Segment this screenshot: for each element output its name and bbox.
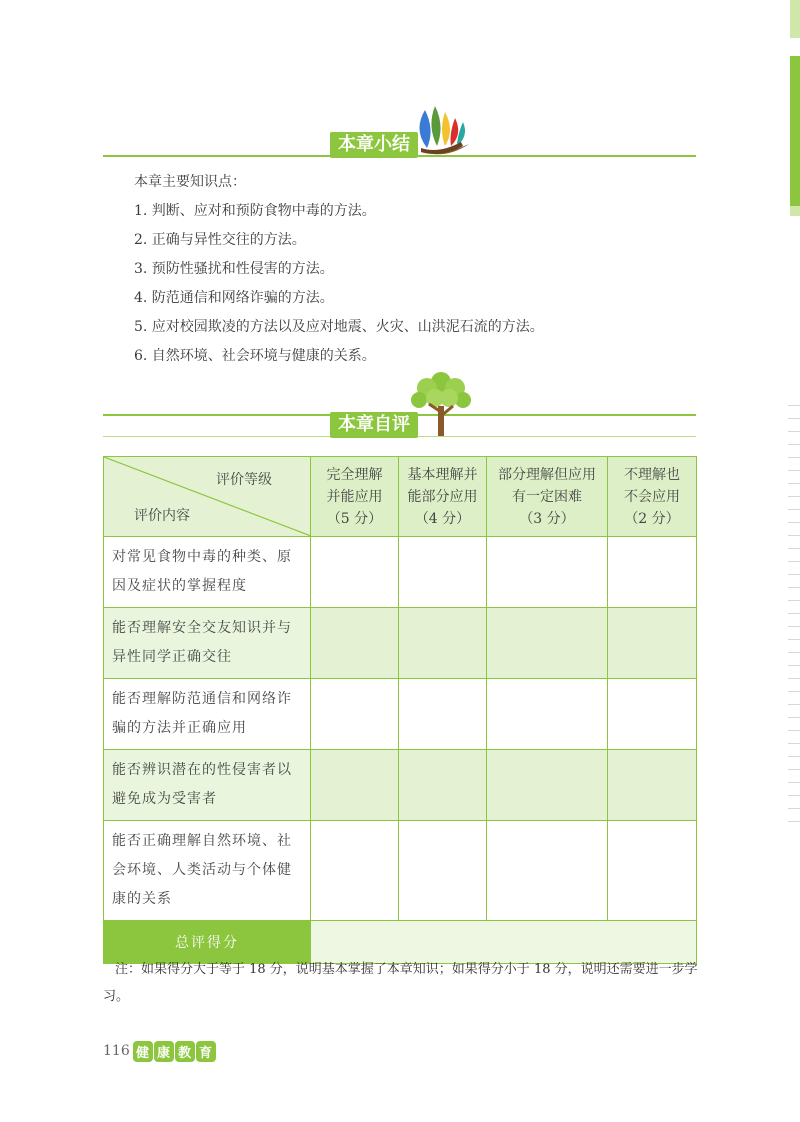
level-line2: 不会应用 xyxy=(624,488,680,505)
evaluation-heading: 本章自评 xyxy=(330,412,418,438)
level-line1: 完全理解 xyxy=(326,466,383,483)
summary-heading: 本章小结 xyxy=(330,132,418,158)
score-cell[interactable] xyxy=(608,537,697,608)
level-score: （3 分） xyxy=(519,510,575,527)
brand-char: 健 xyxy=(133,1041,153,1062)
table-row xyxy=(104,608,697,679)
item-label: 能否正确理解自然环境、社会环境、人类活动与个体健康的关系 xyxy=(104,821,311,921)
score-cell[interactable] xyxy=(399,821,487,921)
summary-header xyxy=(103,104,696,164)
table-row xyxy=(104,679,697,750)
hand-leaves-icon xyxy=(411,104,473,162)
brand-logo xyxy=(133,1041,216,1062)
level-header xyxy=(608,457,697,537)
corner-top-label: 评价等级 xyxy=(216,472,272,488)
item-label: 能否理解安全交友知识并与异性同学正确交往 xyxy=(104,608,311,679)
summary-intro: 本章主要知识点： xyxy=(134,174,246,190)
page-number: 116 xyxy=(103,1043,130,1059)
summary-point: 2. 正确与异性交往的方法。 xyxy=(134,232,306,248)
level-score: （5 分） xyxy=(326,510,383,527)
level-header xyxy=(399,457,487,537)
score-cell[interactable] xyxy=(487,537,608,608)
corner-bottom-label: 评价内容 xyxy=(134,508,190,524)
level-line2: 并能应用 xyxy=(326,488,383,505)
margin-ticks xyxy=(788,405,800,834)
brand-char: 教 xyxy=(175,1041,195,1062)
level-score: （2 分） xyxy=(624,510,680,527)
score-cell[interactable] xyxy=(487,821,608,921)
score-cell[interactable] xyxy=(311,537,399,608)
note-text: 注：如果得分大于等于 18 分，说明基本掌握了本章知识；如果得分小于 18 分，说明还需要进一步学习。 xyxy=(103,962,698,1004)
table-row xyxy=(104,750,697,821)
table-header-row xyxy=(104,457,697,537)
score-cell[interactable] xyxy=(608,821,697,921)
summary-point: 3. 预防性骚扰和性侵害的方法。 xyxy=(134,261,334,277)
summary-point: 1. 判断、应对和预防食物中毒的方法。 xyxy=(134,203,376,219)
side-tab-light-bottom xyxy=(790,206,800,216)
summary-point: 4. 防范通信和网络诈骗的方法。 xyxy=(134,290,334,306)
score-cell[interactable] xyxy=(311,821,399,921)
level-line1: 部分理解但应用 xyxy=(498,466,596,483)
score-cell[interactable] xyxy=(487,679,608,750)
score-cell[interactable] xyxy=(311,679,399,750)
score-cell[interactable] xyxy=(399,608,487,679)
level-line2: 有一定困难 xyxy=(512,488,582,505)
summary-point: 5. 应对校园欺凌的方法以及应对地震、火灾、山洪泥石流的方法。 xyxy=(134,319,544,335)
item-label: 能否辨识潜在的性侵害者以避免成为受害者 xyxy=(104,750,311,821)
level-header xyxy=(311,457,399,537)
score-cell[interactable] xyxy=(608,679,697,750)
level-header xyxy=(487,457,608,537)
level-line2: 能部分应用 xyxy=(407,488,478,505)
level-line1: 基本理解并 xyxy=(407,466,478,483)
evaluation-header xyxy=(103,366,696,446)
level-score: （4 分） xyxy=(414,510,471,527)
table-row xyxy=(104,537,697,608)
corner-cell xyxy=(104,457,311,537)
score-cell[interactable] xyxy=(487,750,608,821)
item-label: 对常见食物中毒的种类、原因及症状的掌握程度 xyxy=(104,537,311,608)
summary-point: 6. 自然环境、社会环境与健康的关系。 xyxy=(134,348,376,364)
score-cell[interactable] xyxy=(399,750,487,821)
summary-points xyxy=(134,168,544,371)
score-cell[interactable] xyxy=(311,608,399,679)
evaluation-table xyxy=(103,456,697,964)
total-label: 总评得分 xyxy=(104,921,311,964)
score-cell[interactable] xyxy=(487,608,608,679)
score-cell[interactable] xyxy=(399,537,487,608)
brand-char: 育 xyxy=(196,1041,216,1062)
level-line1: 不理解也 xyxy=(624,466,680,483)
side-tab xyxy=(790,56,800,206)
score-cell[interactable] xyxy=(608,750,697,821)
brand-char: 康 xyxy=(154,1041,174,1062)
item-label: 能否理解防范通信和网络诈骗的方法并正确应用 xyxy=(104,679,311,750)
side-tab-light xyxy=(790,0,800,38)
table-row xyxy=(104,821,697,921)
score-cell[interactable] xyxy=(311,750,399,821)
score-cell[interactable] xyxy=(608,608,697,679)
score-cell[interactable] xyxy=(399,679,487,750)
